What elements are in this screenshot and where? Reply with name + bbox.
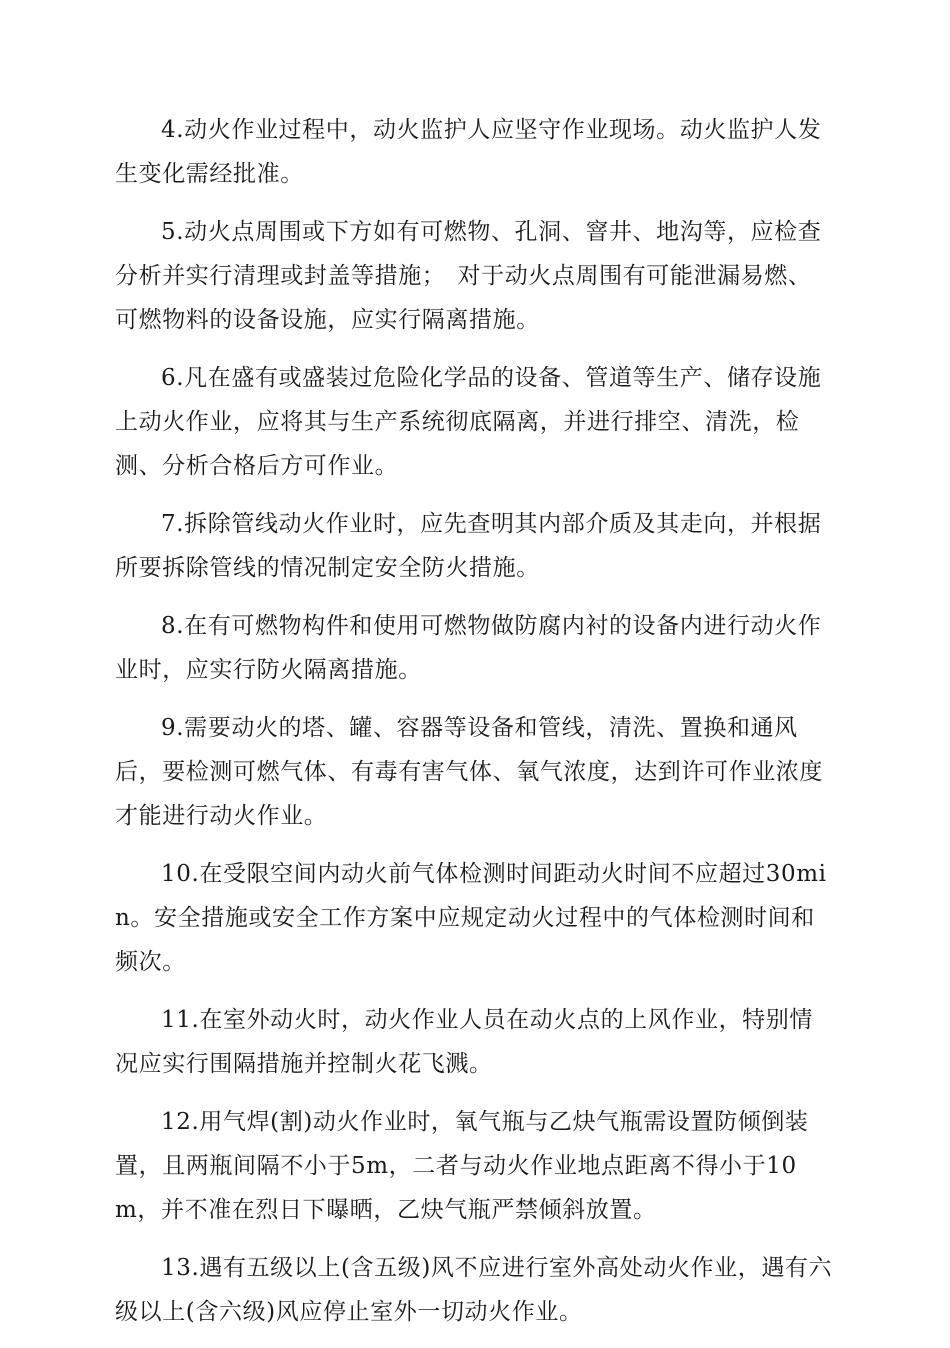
paragraph-item-13: 13.遇有五级以上(含五级)风不应进行室外高处动火作业，遇有六级以上(含六级)风应停止室外一切动火作业。 (115, 1255, 833, 1325)
paragraph-item-11: 11.在室外动火时，动火作业人员在动火点的上风作业，特别情况应实行围隔措施并控制火花飞溅。 (115, 1007, 813, 1077)
paragraph-item-8: 8.在有可燃物构件和使用可燃物做防腐内衬的设备内进行动火作业时，应实行防火隔离措施。 (115, 613, 822, 683)
paragraph-item-12: 12.用气焊(割)动火作业时，氧气瓶与乙炔气瓶需设置防倾倒装置，且两瓶间隔不小于5m，二者与动火作业地点距离不得小于10m，并不准在烈日下曝晒，乙炔气瓶严禁倾斜放置。 (115, 1109, 809, 1223)
paragraph-item-9: 9.需要动火的塔、罐、容器等设备和管线，清洗、置换和通风后，要检测可燃气体、有毒有害气体、氧气浓度，达到许可作业浓度才能进行动火作业。 (115, 715, 823, 829)
paragraph-item-5: 5.动火点周围或下方如有可燃物、孔洞、窨井、地沟等，应检查分析并实行清理或封盖等措施； 对于动火点周围有可能泄漏易燃、可燃物料的设备设施，应实行隔离措施。 (115, 219, 822, 333)
paragraph-item-7: 7.拆除管线动火作业时，应先查明其内部介质及其走向，并根据所要拆除管线的情况制定安全防火措施。 (115, 511, 822, 581)
paragraph-item-6: 6.凡在盛有或盛装过危险化学品的设备、管道等生产、储存设施上动火作业，应将其与生产系统彻底隔离，并进行排空、清洗，检测、分析合格后方可作业。 (115, 365, 822, 479)
paragraph-item-4: 4.动火作业过程中，动火监护人应坚守作业现场。动火监护人发生变化需经批准。 (115, 117, 822, 187)
paragraph-item-10: 10.在受限空间内动火前气体检测时间距动火时间不应超过30min。安全措施或安全工作方案中应规定动火过程中的气体检测时间和频次。 (115, 861, 827, 975)
document-body (115, 108, 835, 1348)
